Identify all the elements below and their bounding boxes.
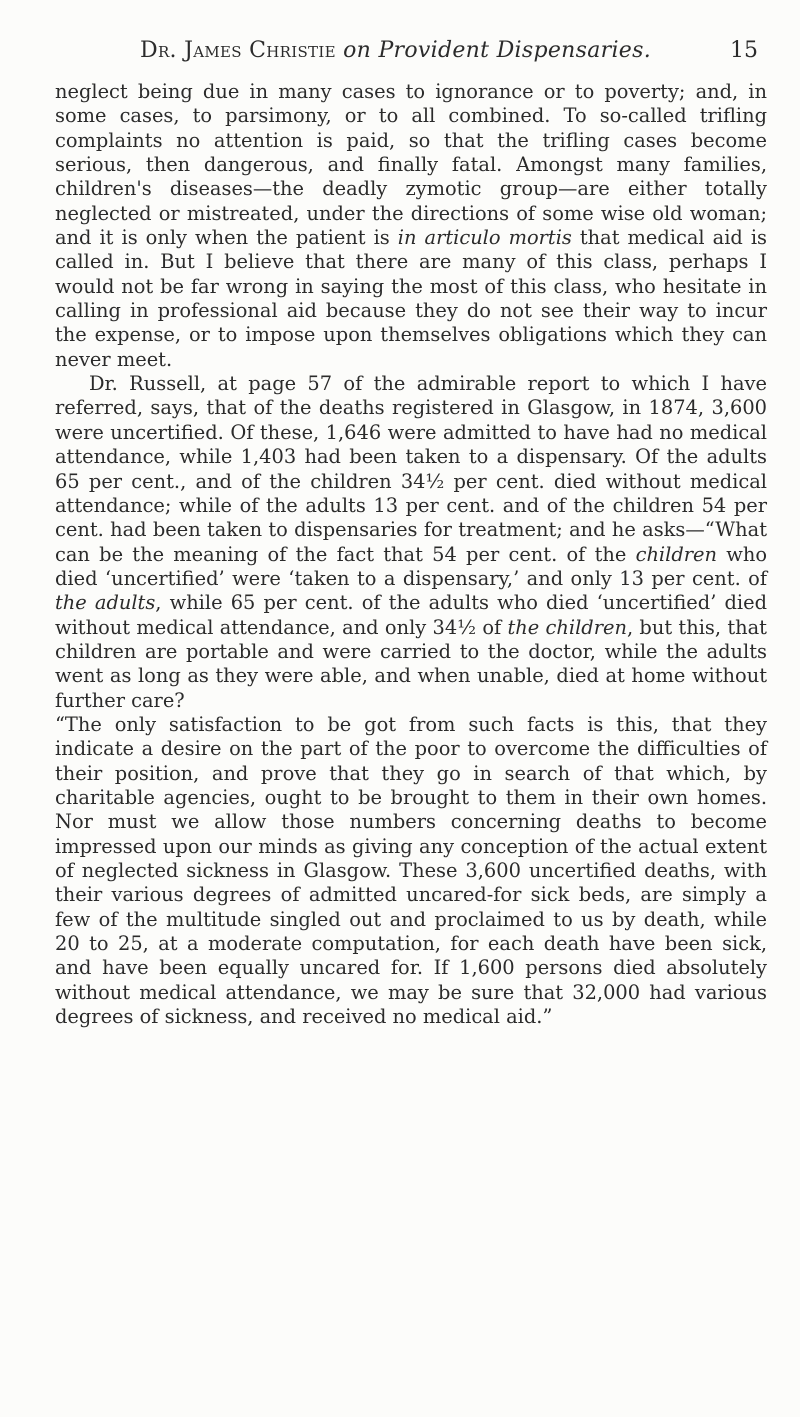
running-title-work: Provident Dispensaries.: [378, 38, 651, 63]
body-text: [55, 80, 767, 1029]
running-head: [90, 36, 770, 70]
paragraph-3: [55, 713, 767, 1029]
paragraph-2: [55, 372, 767, 713]
page-number: 15: [730, 38, 758, 63]
latin-phrase: in articulo mortis: [397, 226, 572, 250]
paragraph-1: [55, 80, 767, 372]
text-segment: neglect being due in many cases to ignorance or to poverty; and, in some cases, to parsimony, or to all combined. To so-called trifling complaints no attention is paid, so that the trifling cases become serious, then dangerous, and finally fatal. Amongst many families, children's diseases—the deadly zymotic group—are either totally neglected or mistreated, under the directions of some wise old woman; and it is only when the patient is: [55, 80, 767, 250]
text-segment: , but this, that children are portable and were carried to the doctor, while the adults went as long as they were able, and when unable, died at home without further care?: [55, 615, 767, 712]
running-title-author: Dr. James Christie: [140, 38, 336, 63]
text-segment: Dr. Russell, at page 57 of the admirable report to which I have referred, says, that of the deaths registered in Glasgow, in 1874, 3,600 were uncertified. Of these, 1,646 were admitted to have had no medical attendance, while 1,403 had been taken to a dispensary. Of the adults 65 per cent., and of the children 34½ per cent. died without medical attendance; while of the adults 13 per cent. and of the children 54 per cent. had been taken to dispensaries for treatment; and he asks—“What can be the meaning of the fact that 54 per cent. of the: [55, 372, 767, 566]
text-segment: “The only satisfaction to be got from such facts is this, that they indicate a desire on the part of the poor to overcome the difficulties of their position, and prove that they go in search of that which, by charitable agencies, ought to be brought to them in their own homes. Nor must we allow those numbers concerning deaths to become impressed upon our minds as giving any conception of the actual extent of neglected sickness in Glasgow. These 3,600 uncertified deaths, with their various degrees of admitted uncared-for sick beds, are simply a few of the multitude singled out and proclaimed to us by death, while 20 to 25, at a moderate computation, for each death have been sick, and have been equally uncared for. If 1,600 persons died absolutely without medical attendance, we may be sure that 32,000 had various degrees of sickness, and received no medical aid.”: [55, 712, 767, 1029]
emphasis: children: [635, 542, 717, 566]
text-segment: who died ‘uncertified’ were ‘taken to a dispensary,’ and only 13 per cent. of: [55, 542, 767, 590]
emphasis: the children: [507, 615, 627, 639]
text-segment: that medical aid is called in. But I believe that there are many of this class, perhaps I would not be far wrong in saying the most of this class, who hesitate in calling in professional aid because they do not see their way to incur the expense, or to impose upon themselves obligations which they can never meet.: [55, 226, 768, 371]
running-title-connector: on: [343, 38, 372, 63]
running-title: [140, 36, 651, 66]
emphasis: the adults: [55, 591, 156, 615]
text-segment: , while 65 per cent. of the adults who died ‘uncertified’ died without medical attendance, and only 34½ of: [55, 591, 767, 639]
